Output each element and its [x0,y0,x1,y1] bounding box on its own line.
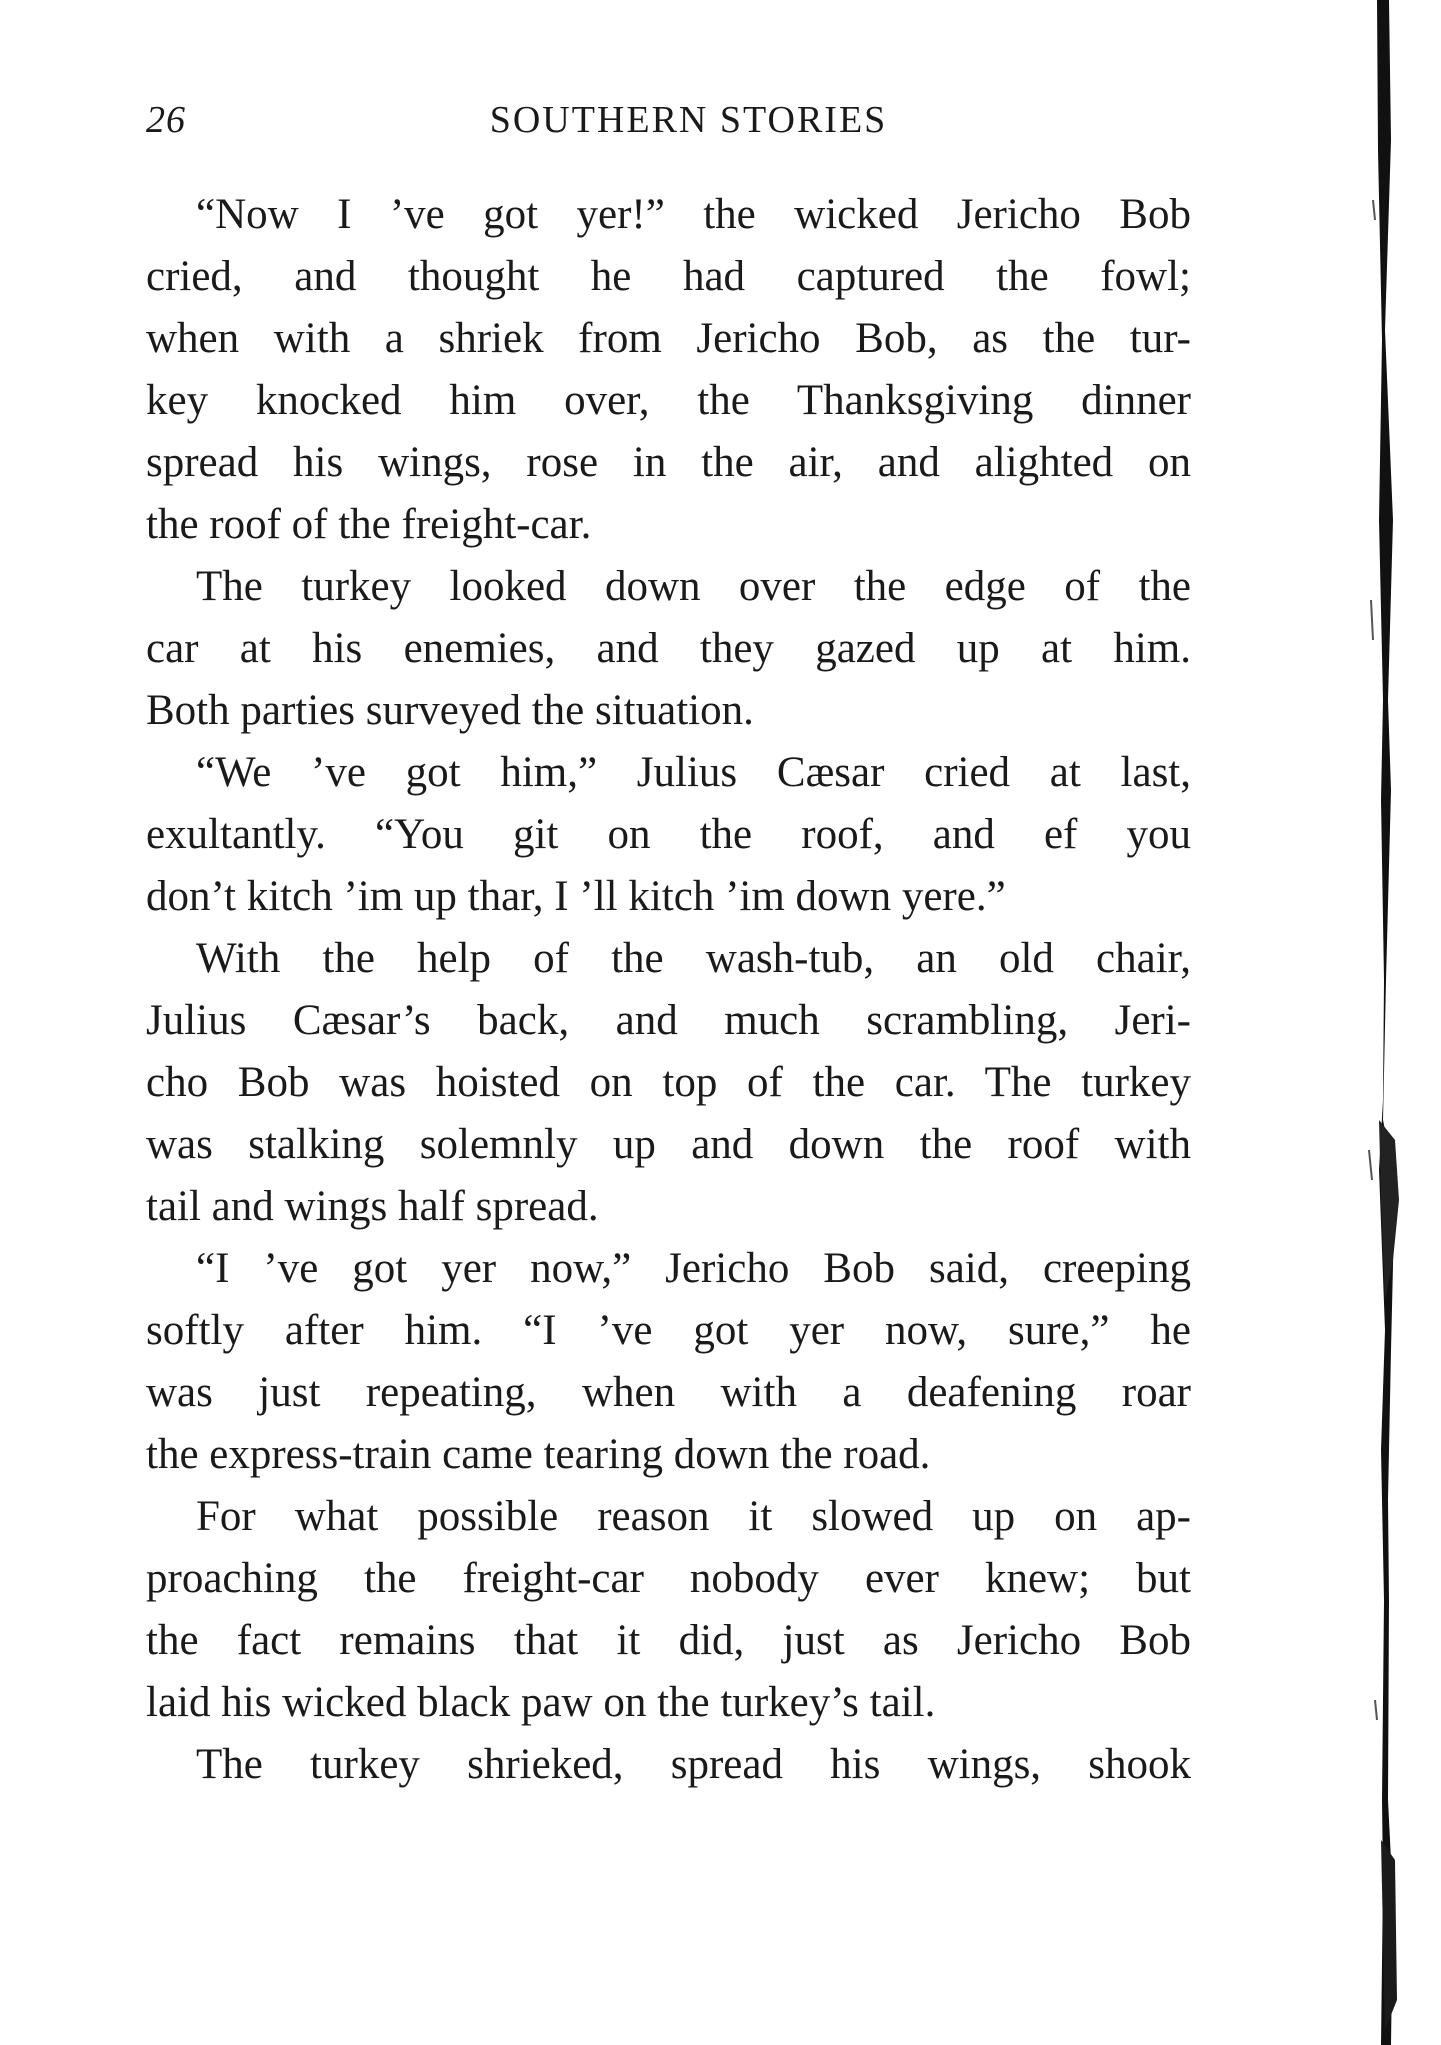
page-number: 26 [146,99,186,141]
text-line: was just repeating, when with a deafening roar [146,1369,1191,1416]
text-line: The turkey shrieked, spread his wings, shook [196,1741,1191,1788]
text-line: “We ’ve got him,” Julius Cæsar cried at last, [196,749,1191,796]
running-title: SOUTHERN STORIES [489,99,888,141]
text-line: proaching the freight-car nobody ever knew; but [146,1555,1191,1602]
paragraph [146,1486,1191,1734]
paragraph [146,556,1191,742]
text-line: cho Bob was hoisted on top of the car. The turkey [146,1059,1191,1106]
text-line: tail and wings half spread. [146,1183,599,1230]
text-line: key knocked him over, the Thanksgiving dinner [146,377,1191,424]
text-line: “Now I ’ve got yer!” the wicked Jericho Bob [196,191,1191,238]
text-line: don’t kitch ’im up thar, I ’ll kitch ’im down yere.” [146,873,1006,920]
running-head [146,98,1191,154]
text-line: Both parties surveyed the situation. [146,687,754,734]
text-line: For what possible reason it slowed up on ap- [196,1493,1191,1540]
text-line: when with a shriek from Jericho Bob, as the tur- [146,315,1191,362]
text-line: The turkey looked down over the edge of the [196,563,1191,610]
text-line: the fact remains that it did, just as Jericho Bob [146,1617,1191,1664]
text-line: laid his wicked black paw on the turkey’s tail. [146,1679,936,1726]
text-line: With the help of the wash-tub, an old chair, [196,935,1191,982]
paragraph [146,742,1191,928]
text-line: softly after him. “I ’ve got yer now, sure,” he [146,1307,1191,1354]
text-line: exultantly. “You git on the roof, and ef you [146,811,1191,858]
paragraph [146,184,1191,556]
text-line: the express-train came tearing down the road. [146,1431,931,1478]
paragraph [146,1238,1191,1486]
text-line: spread his wings, rose in the air, and alighted on [146,439,1191,486]
body-text [146,184,1191,1796]
paragraph [146,1734,1191,1796]
text-line: Julius Cæsar’s back, and much scrambling, Jeri- [146,997,1191,1044]
text-line: cried, and thought he had captured the fowl; [146,253,1191,300]
page-binding-edge [1355,0,1415,2045]
text-line: “I ’ve got yer now,” Jericho Bob said, creeping [196,1245,1191,1292]
paragraph [146,928,1191,1238]
text-line: car at his enemies, and they gazed up at him. [146,625,1191,672]
text-line: the roof of the freight-car. [146,501,592,548]
text-line: was stalking solemnly up and down the roof with [146,1121,1191,1168]
